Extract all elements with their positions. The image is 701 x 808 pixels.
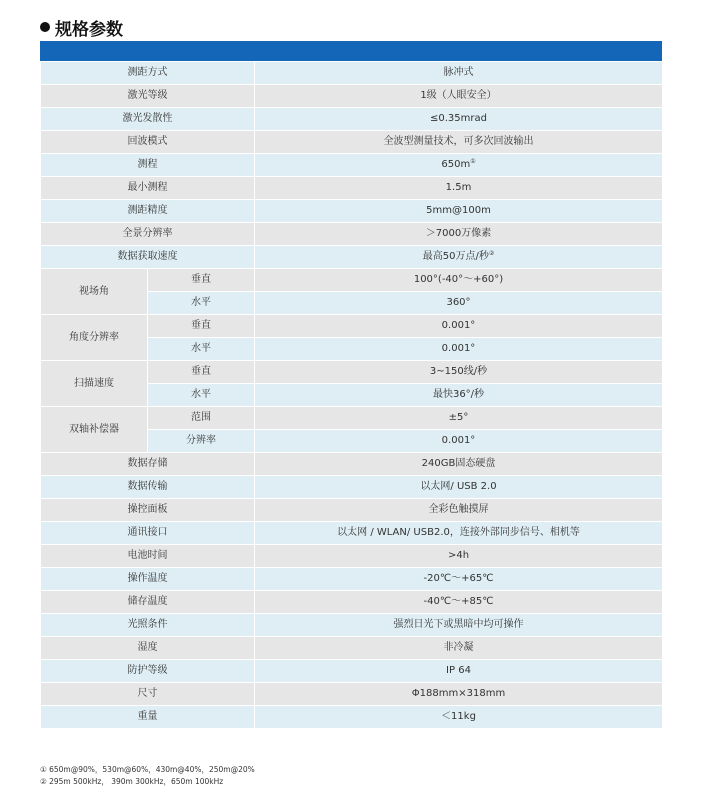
spec-label <box>41 476 255 499</box>
spec-sublabel-text: 垂直 <box>191 274 211 285</box>
table-row <box>41 200 663 223</box>
spec-label-text: 数据存储 <box>127 458 168 469</box>
spec-label <box>41 614 255 637</box>
spec-value <box>255 522 663 545</box>
spec-value-text: 0.001° <box>441 435 476 446</box>
spec-label <box>41 591 255 614</box>
spec-group-label-text: 角度分辨率 <box>69 331 119 343</box>
spec-value <box>255 131 663 154</box>
spec-value <box>255 315 663 338</box>
table-row <box>41 499 663 522</box>
spec-label <box>41 499 255 522</box>
spec-value-text: ≤0.35mrad <box>430 113 487 124</box>
spec-value <box>255 453 663 476</box>
spec-sublabel <box>148 338 255 361</box>
spec-value-text: 1级（人眼安全） <box>420 90 497 101</box>
spec-value <box>255 108 663 131</box>
footnote: ① 650m@90%，530m@60%，430m@40%，250m@20% <box>40 765 255 774</box>
spec-value-text: 650m <box>441 159 471 170</box>
table-row <box>41 131 663 154</box>
spec-value-text: IP 64 <box>446 665 471 676</box>
spec-label <box>41 108 255 131</box>
spec-value-text: 100°(-40°～+60°) <box>413 274 504 285</box>
spec-value <box>255 269 663 292</box>
spec-value-text: 强烈日光下或黑暗中均可操作 <box>393 619 524 630</box>
section-title-text: 规格参数 <box>55 19 123 40</box>
spec-value-text: ±5° <box>448 412 469 423</box>
spec-sublabel <box>148 315 255 338</box>
spec-sublabel-text: 水平 <box>191 389 211 400</box>
spec-label <box>41 177 255 200</box>
table-row <box>41 85 663 108</box>
spec-label-text: 储存温度 <box>127 596 168 607</box>
table-row <box>41 706 663 729</box>
spec-label <box>41 683 255 706</box>
spec-sublabel <box>148 361 255 384</box>
spec-value-text: 0.001° <box>441 320 476 331</box>
spec-value <box>255 614 663 637</box>
spec-label-text: 激光等级 <box>127 90 168 101</box>
spec-value <box>255 246 663 269</box>
spec-value <box>255 660 663 683</box>
spec-value <box>255 499 663 522</box>
spec-label-text: 防护等级 <box>127 665 168 676</box>
table-row <box>41 522 663 545</box>
spec-value <box>255 85 663 108</box>
spec-value-text: 0.001° <box>441 343 476 354</box>
spec-sublabel-text: 分辨率 <box>186 435 216 446</box>
spec-sublabel-text: 范围 <box>191 412 211 423</box>
spec-value <box>255 568 663 591</box>
spec-value <box>255 177 663 200</box>
footnote: ② 295m 500kHz， 390m 300kHz，650m 100kHz <box>40 777 224 786</box>
spec-value-text: >4h <box>447 550 470 561</box>
spec-label-text: 数据传输 <box>127 481 168 492</box>
spec-label <box>41 545 255 568</box>
spec-group-label <box>41 315 148 361</box>
footnotes <box>40 764 255 788</box>
table-row <box>41 614 663 637</box>
spec-value <box>255 706 663 729</box>
spec-table <box>40 61 663 729</box>
spec-value-text: 最快36°/秒 <box>432 389 485 400</box>
spec-label-text: 测程 <box>137 159 158 170</box>
spec-value <box>255 223 663 246</box>
table-row <box>41 660 663 683</box>
spec-label <box>41 131 255 154</box>
table-row <box>41 407 663 430</box>
spec-label-text: 操作温度 <box>127 573 168 584</box>
spec-label <box>41 223 255 246</box>
table-row <box>41 315 663 338</box>
spec-label <box>41 568 255 591</box>
table-row <box>41 246 663 269</box>
spec-value <box>255 200 663 223</box>
table-row <box>41 177 663 200</box>
spec-value-text: 1.5m <box>445 182 472 193</box>
spec-label <box>41 706 255 729</box>
table-row <box>41 453 663 476</box>
spec-group-label <box>41 361 148 407</box>
spec-sublabel <box>148 407 255 430</box>
spec-label-text: 湿度 <box>137 642 158 653</box>
table-row <box>41 591 663 614</box>
spec-value-text: -40℃～+85℃ <box>423 596 494 607</box>
section-title <box>40 14 123 40</box>
spec-sublabel <box>148 384 255 407</box>
spec-group-label-text: 双轴补偿器 <box>69 423 119 435</box>
spec-label <box>41 660 255 683</box>
spec-label <box>41 200 255 223</box>
bullet-icon <box>40 22 50 32</box>
spec-value-text: 非冷凝 <box>443 642 474 653</box>
spec-label-text: 回波模式 <box>127 136 168 147</box>
spec-sublabel-text: 垂直 <box>191 320 211 331</box>
spec-value <box>255 591 663 614</box>
spec-label <box>41 246 255 269</box>
spec-value <box>255 154 663 177</box>
spec-label-text: 测距精度 <box>127 205 168 216</box>
spec-sublabel-text: 水平 <box>191 343 211 354</box>
spec-value <box>255 361 663 384</box>
spec-value <box>255 637 663 660</box>
spec-label <box>41 85 255 108</box>
spec-sublabel-text: 垂直 <box>191 366 211 377</box>
spec-group-label <box>41 269 148 315</box>
spec-value-text: 360° <box>446 297 471 308</box>
table-row <box>41 545 663 568</box>
table-row <box>41 476 663 499</box>
spec-label-text: 数据获取速度 <box>117 251 178 262</box>
spec-group-label <box>41 407 148 453</box>
spec-label-text: 电池时间 <box>127 550 168 561</box>
table-row <box>41 154 663 177</box>
spec-label <box>41 62 255 85</box>
spec-label-text: 通讯接口 <box>127 527 168 538</box>
table-row <box>41 361 663 384</box>
spec-value-text: Φ188mm×318mm <box>411 688 506 699</box>
spec-label <box>41 522 255 545</box>
spec-label-text: 测距方式 <box>127 67 168 78</box>
spec-label-text: 尺寸 <box>137 688 158 699</box>
spec-value <box>255 683 663 706</box>
spec-sublabel <box>148 269 255 292</box>
spec-sublabel <box>148 430 255 453</box>
table-row <box>41 683 663 706</box>
spec-label <box>41 154 255 177</box>
spec-sublabel <box>148 292 255 315</box>
spec-value <box>255 476 663 499</box>
spec-value-text: 以太网 / WLAN/ USB2.0，连接外部同步信号、相机等 <box>337 527 580 538</box>
spec-label <box>41 453 255 476</box>
spec-value-text: 全彩色触摸屏 <box>428 504 489 515</box>
spec-value-text: ＜11kg <box>441 711 476 722</box>
table-row <box>41 108 663 131</box>
spec-value <box>255 62 663 85</box>
spec-value <box>255 430 663 453</box>
spec-sublabel-text: 水平 <box>191 297 211 308</box>
footnote-mark: ② <box>488 250 495 257</box>
spec-value <box>255 384 663 407</box>
spec-label-text: 光照条件 <box>127 619 168 630</box>
table-row <box>41 269 663 292</box>
spec-value-text: -20℃～+65℃ <box>423 573 494 584</box>
table-row <box>41 637 663 660</box>
spec-label <box>41 637 255 660</box>
spec-label-text: 操控面板 <box>127 504 168 515</box>
spec-value <box>255 338 663 361</box>
table-row <box>41 223 663 246</box>
spec-value <box>255 292 663 315</box>
spec-value-text: 5mm@100m <box>426 205 491 216</box>
spec-value-text: 240GB固态硬盘 <box>421 458 496 469</box>
spec-value-text: 脉冲式 <box>443 67 474 78</box>
table-row <box>41 568 663 591</box>
spec-value <box>255 407 663 430</box>
spec-group-label-text: 扫描速度 <box>74 377 114 389</box>
spec-label-text: 重量 <box>137 711 158 722</box>
spec-label-text: 全景分辨率 <box>122 228 173 239</box>
footnote-mark: ① <box>470 158 476 165</box>
table-row <box>41 62 663 85</box>
spec-value-text: ＞7000万像素 <box>425 228 492 239</box>
spec-value-text: 以太网/ USB 2.0 <box>420 481 497 492</box>
spec-value <box>255 545 663 568</box>
spec-value-text: 全波型测量技术，可多次回波输出 <box>383 136 534 147</box>
spec-label-text: 最小测程 <box>127 182 168 193</box>
header-bar <box>40 41 662 61</box>
spec-group-label-text: 视场角 <box>79 285 109 297</box>
spec-value-text: 3~150线/秒 <box>429 366 488 377</box>
spec-value-text: 最高50万点/秒 <box>422 251 489 262</box>
spec-label-text: 激光发散性 <box>122 113 173 124</box>
